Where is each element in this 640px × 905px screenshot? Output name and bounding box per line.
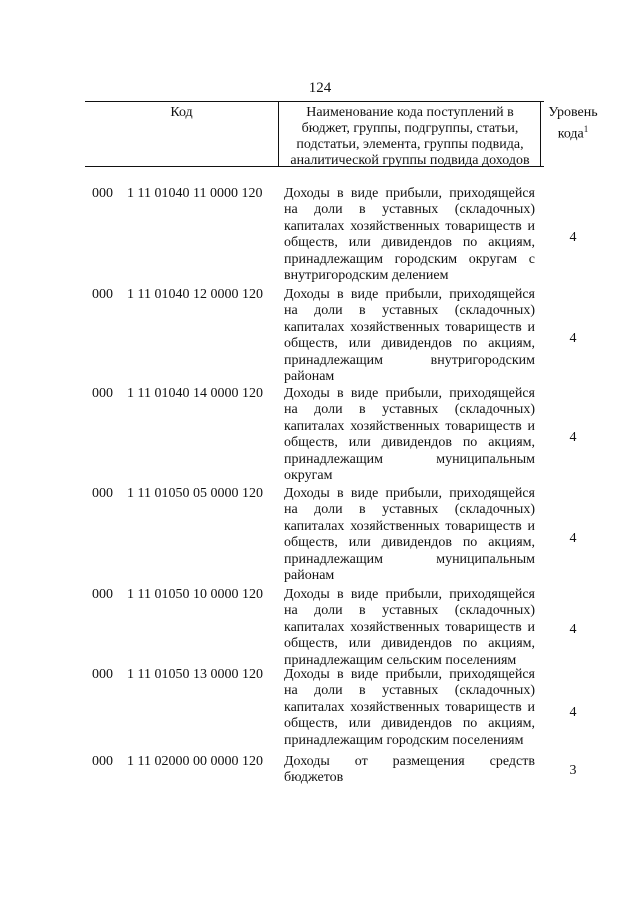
- row-name-line: на доли в уставных (складочных): [284, 202, 535, 218]
- row-name-line: Доходы в виде прибыли, приходящейся: [284, 386, 535, 401]
- row-name-line: капиталах хозяйственных товариществ и: [284, 518, 535, 534]
- row-code: 1 11 01040 11 0000 120: [127, 186, 263, 201]
- header-name-line: бюджет, группы, подгруппы, статьи,: [301, 121, 519, 136]
- row-name-line: внутригородским делением: [284, 267, 449, 283]
- header-code: Код: [170, 105, 193, 120]
- row-name-line: принадлежащим сельским поселениям: [284, 652, 517, 668]
- row-name: [284, 287, 535, 385]
- row-name-line: принадлежащим муниципальным: [284, 451, 535, 467]
- page-number: 124: [308, 80, 332, 96]
- header-name-line: Наименование кода поступлений в: [306, 105, 514, 120]
- row-name-line: на доли в уставных (складочных): [284, 502, 535, 518]
- row-name-line: Доходы в виде прибыли, приходящейся: [284, 486, 535, 501]
- row-level: 4: [569, 331, 577, 346]
- row-name-line: Доходы в виде прибыли, приходящейся: [284, 587, 535, 602]
- row-prefix: 000: [92, 287, 113, 302]
- table-header: [85, 101, 598, 168]
- row-name-line: обществ, или дивидендов по акциям,: [284, 716, 535, 732]
- row-name: [284, 587, 535, 669]
- row-code: 1 11 01050 05 0000 120: [127, 486, 263, 501]
- row-name-line: принадлежащим внутригородским: [284, 352, 535, 368]
- row-prefix: 000: [92, 667, 113, 682]
- row-name-line: капиталах хозяйственных товариществ и: [284, 218, 535, 234]
- row-name-line: обществ, или дивидендов по акциям,: [284, 235, 535, 251]
- row-name-line: Доходы в виде прибыли, приходящейся: [284, 186, 535, 201]
- row-name-line: на доли в уставных (складочных): [284, 303, 535, 319]
- row-name-line: Доходы в виде прибыли, приходящейся: [284, 667, 535, 682]
- row-level: 4: [569, 531, 577, 546]
- row-name-line: Доходы от размещения средств: [284, 754, 535, 769]
- header-level-line: кода: [557, 126, 584, 142]
- row-code: 1 11 02000 00 0000 120: [127, 754, 263, 769]
- row-name: [284, 667, 535, 749]
- row-name-line: Доходы в виде прибыли, приходящейся: [284, 287, 535, 302]
- row-prefix: 000: [92, 754, 113, 769]
- header-name: [279, 105, 541, 169]
- row-name-line: на доли в уставных (складочных): [284, 683, 535, 699]
- row-name-line: принадлежащим городским поселениям: [284, 732, 524, 748]
- row-name-line: на доли в уставных (складочных): [284, 603, 535, 619]
- row-level: 4: [569, 622, 577, 637]
- row-name-line: бюджетов: [284, 770, 344, 786]
- row-name-line: принадлежащим городским округам с: [284, 251, 535, 267]
- row-name-line: обществ, или дивидендов по акциям,: [284, 535, 535, 551]
- row-name-line: капиталах хозяйственных товариществ и: [284, 418, 535, 434]
- row-code: 1 11 01040 12 0000 120: [127, 287, 263, 302]
- row-level: 4: [569, 705, 577, 720]
- row-name-line: принадлежащим муниципальным: [284, 551, 535, 567]
- row-name-line: районам: [284, 567, 335, 583]
- header-level: [540, 105, 606, 143]
- row-name-line: обществ, или дивидендов по акциям,: [284, 636, 535, 652]
- row-name-line: округам: [284, 467, 333, 483]
- row-prefix: 000: [92, 587, 113, 602]
- row-name-line: районам: [284, 368, 335, 384]
- row-name: [284, 186, 535, 284]
- row-level: 3: [569, 763, 577, 778]
- row-name-line: обществ, или дивидендов по акциям,: [284, 435, 535, 451]
- row-code: 1 11 01050 10 0000 120: [127, 587, 263, 602]
- row-name-line: капиталах хозяйственных товариществ и: [284, 699, 535, 715]
- row-prefix: 000: [92, 486, 113, 501]
- header-name-line: аналитической группы подвида доходов: [290, 153, 530, 168]
- row-prefix: 000: [92, 186, 113, 201]
- row-name-line: капиталах хозяйственных товариществ и: [284, 619, 535, 635]
- row-level: 4: [569, 230, 577, 245]
- row-prefix: 000: [92, 386, 113, 401]
- header-level-line: Уровень: [548, 105, 598, 120]
- row-code: 1 11 01040 14 0000 120: [127, 386, 263, 401]
- row-code: 1 11 01050 13 0000 120: [127, 667, 263, 682]
- row-level: 4: [569, 430, 577, 445]
- row-name: [284, 754, 535, 787]
- footnote-marker: 1: [583, 124, 589, 134]
- row-name-line: капиталах хозяйственных товариществ и: [284, 319, 535, 335]
- row-name-line: на доли в уставных (складочных): [284, 402, 535, 418]
- row-name-line: обществ, или дивидендов по акциям,: [284, 336, 535, 352]
- header-name-line: подстатьи, элемента, группы подвида,: [296, 137, 524, 152]
- row-name: [284, 386, 535, 484]
- row-name: [284, 486, 535, 584]
